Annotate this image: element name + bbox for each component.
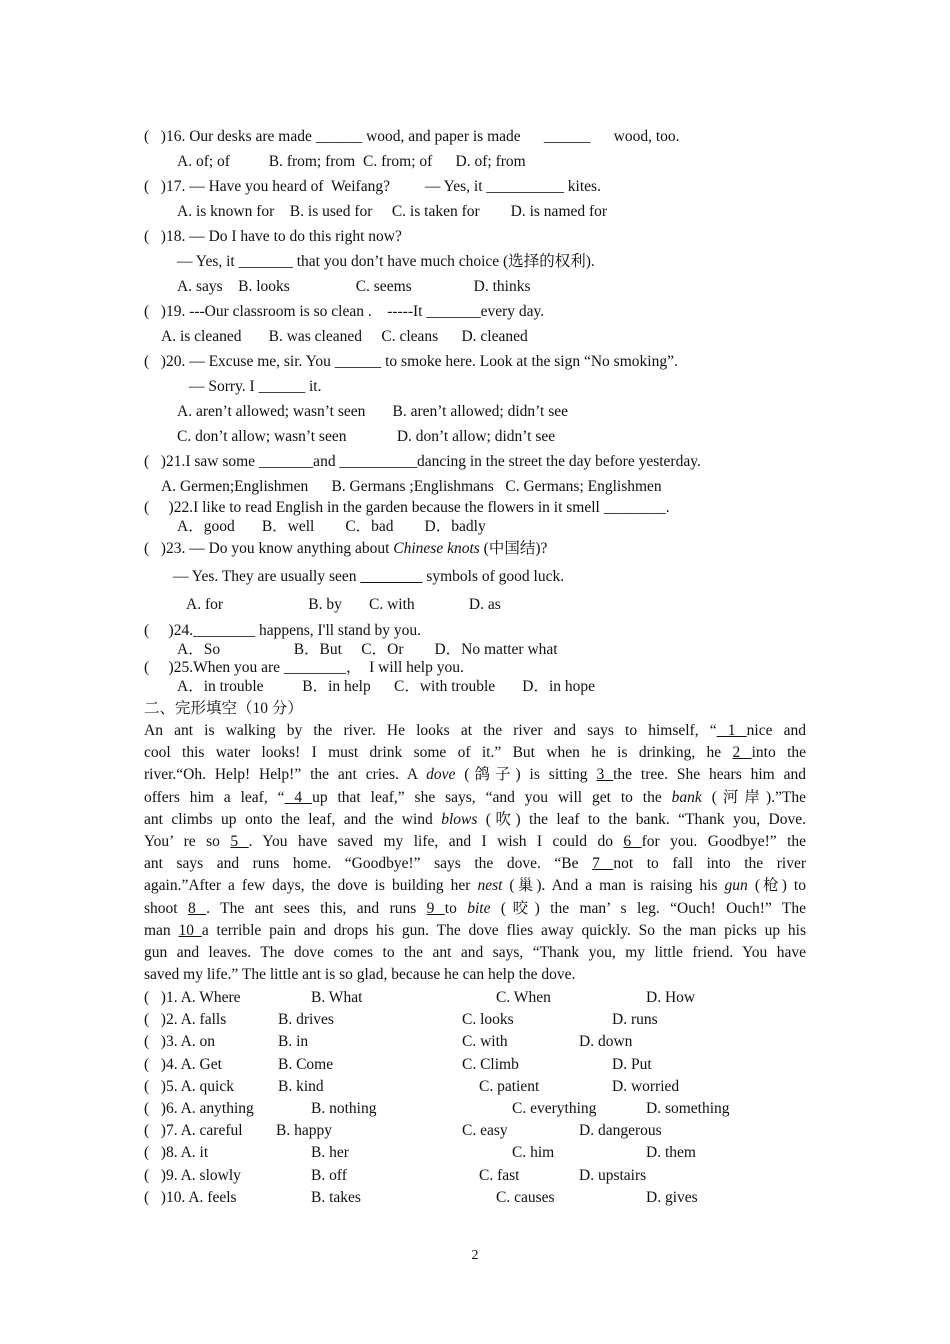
cloze-blank: 9: [426, 899, 445, 917]
italic-word: gun: [724, 877, 748, 895]
cloze-blank: 6: [623, 833, 642, 850]
option-c: C. fast: [479, 1166, 520, 1184]
passage-text: . You have saved my life, and I wish I could do: [248, 833, 624, 850]
answer-blank: ________: [360, 568, 423, 585]
question-text: A. of; of B. from; from C. from; of D. of; from: [177, 153, 526, 170]
q25-stem: [144, 658, 464, 678]
cloze-option-c: [462, 1055, 519, 1075]
option-b: B. Come: [278, 1055, 334, 1073]
section-title: 二、完形填空（10 分）: [144, 700, 303, 717]
q17-stem: [144, 177, 601, 197]
passage-text: into the: [751, 744, 807, 762]
q23-line-2: [186, 595, 501, 615]
option-a: ( )1. A. Where: [144, 989, 241, 1006]
option-a: ( )6. A. anything: [144, 1100, 254, 1117]
option-d: D. runs: [612, 1011, 658, 1029]
passage-text: cool this water looks! I must drink some of it.” But when he is drinking, he: [144, 744, 733, 762]
cloze-option-d: [646, 988, 695, 1008]
q23-line-1: [173, 567, 564, 587]
passage-text: river.“Oh. Help! Help!” the ant cries. A: [144, 766, 427, 784]
cloze-option-row: [144, 988, 241, 1008]
cloze-option-d: [579, 1032, 632, 1052]
option-b: B. her: [311, 1144, 349, 1162]
passage-text: again.”After a few days, the dove is building her: [144, 877, 478, 895]
cloze-option-d: [646, 1188, 698, 1208]
passage-line: [144, 831, 806, 853]
option-c: C. causes: [496, 1188, 555, 1206]
question-text: A. for B. by C. with D. as: [186, 596, 501, 613]
q24-line-1: [177, 640, 558, 660]
option-b: B. kind: [278, 1077, 324, 1095]
passage-line: [144, 898, 806, 920]
italic-word: bank: [671, 788, 702, 806]
passage-line: [144, 787, 806, 809]
cloze-option-c: [512, 1143, 554, 1163]
q18-stem: [144, 227, 402, 247]
cloze-blank: 2: [732, 744, 752, 762]
option-b: B. takes: [311, 1188, 361, 1206]
cloze-blank: 10: [178, 921, 202, 939]
option-c: C. everything: [512, 1100, 597, 1117]
italic-term: Chinese knots: [393, 540, 480, 557]
italic-word: dove: [426, 766, 456, 784]
option-b: B. nothing: [311, 1100, 377, 1117]
passage-line: [144, 964, 806, 986]
question-text: ( )25.When you are ________， I will help you.: [144, 659, 464, 676]
option-c: C. easy: [462, 1122, 508, 1140]
option-a: ( )10. A. feels: [144, 1188, 237, 1206]
option-b: B. drives: [278, 1011, 334, 1029]
question-text: A．good B．well C．bad D．badly: [177, 518, 486, 535]
cloze-option-c: [496, 988, 551, 1008]
cloze-option-c: [479, 1166, 519, 1186]
cloze-option-c: [462, 1010, 514, 1030]
cloze-option-row: [144, 1143, 208, 1163]
question-text: — Yes. They are usually seen: [173, 568, 361, 585]
option-c: C. with: [462, 1033, 508, 1051]
passage-text: man: [144, 921, 179, 939]
passage-line: [144, 809, 806, 831]
q16-stem: [144, 127, 680, 147]
passage-text: (咬) the man’ s leg. “Ouch! Ouch!” The: [490, 899, 806, 917]
option-b: B. off: [311, 1166, 347, 1184]
question-text: ( )21.I saw some _______and __________dancing in the street the day before yesterday.: [144, 453, 701, 470]
option-a: ( )2. A. falls: [144, 1011, 227, 1029]
italic-word: blows: [441, 810, 478, 828]
option-d: D. How: [646, 989, 696, 1006]
page-number: 2: [471, 1248, 479, 1263]
question-text: symbols of good luck.: [422, 568, 565, 585]
q21-line-1: [161, 477, 662, 497]
option-d: D. worried: [612, 1077, 680, 1095]
option-a: ( )3. A. on: [144, 1033, 216, 1051]
question-text: (中国结)?: [479, 540, 548, 557]
q20-line-2: [177, 402, 568, 422]
cloze-option-row: [144, 1121, 243, 1141]
option-b: B. happy: [276, 1122, 332, 1140]
question-text: — Yes, it _______ that you don’t have much choice (选择的权利).: [177, 253, 595, 270]
passage-line: [144, 853, 806, 875]
cloze-option-row: [144, 1099, 254, 1119]
cloze-option-b: [278, 1055, 333, 1075]
cloze-option-row: [144, 1077, 234, 1097]
cloze-option-b: [311, 1143, 349, 1163]
question-text: ( )17. — Have you heard of Weifang? — Yes, it __________ kites.: [144, 178, 601, 195]
question-text: C. don’t allow; wasn’t seen D. don’t allow; didn’t see: [177, 428, 556, 445]
passage-text: offers him a leaf, “: [144, 788, 285, 806]
question-text: ( )20. — Excuse me, sir. You ______ to smoke here. Look at the sign “No smoking”.: [144, 353, 678, 370]
question-text: ( )16. Our desks are made ______ wood, and paper is made ______ wood, too.: [144, 128, 680, 145]
passage-text: An ant is walking by the river. He looks at the river and says to himself, “: [144, 722, 717, 739]
q18-line-2: [177, 277, 531, 297]
option-c: C. him: [512, 1144, 555, 1162]
q22-stem: [144, 498, 670, 518]
italic-word: bite: [467, 899, 491, 917]
question-text: A．So B．But C．Or D．No matter what: [177, 641, 558, 658]
cloze-blank: 7: [592, 855, 614, 873]
cloze-option-b: [311, 988, 362, 1008]
passage-text: saved my life.” The little ant is so glad, because he can help the dove.: [144, 966, 576, 984]
option-d: D. gives: [646, 1188, 698, 1206]
cloze-option-d: [612, 1010, 658, 1030]
cloze-option-c: [512, 1099, 596, 1119]
question-text: ( )22.I like to read English in the garden because the flowers in it smell ________.: [144, 499, 670, 516]
q25-line-1: [177, 677, 595, 697]
question-text: A. Germen;Englishmen B. Germans ;Englishmans C. Germans; Englishmen: [161, 478, 662, 495]
question-text: A．in trouble B．in help C．with trouble D．in hope: [177, 678, 596, 695]
passage-text: for you. Goodbye!” the: [641, 833, 807, 850]
cloze-option-b: [276, 1121, 332, 1141]
option-c: C. patient: [479, 1077, 540, 1095]
section-heading-cloze: [144, 699, 303, 719]
option-a: ( )4. A. Get: [144, 1055, 222, 1073]
passage-line: [144, 920, 806, 942]
passage-text: (河岸).”The: [701, 788, 806, 806]
passage-text: up that leaf,” she says, “and you will get to the: [312, 788, 672, 806]
question-text: A. aren’t allowed; wasn’t seen B. aren’t allowed; didn’t see: [177, 403, 568, 420]
option-d: D. them: [646, 1144, 696, 1162]
passage-text: (巢). And a man is raising his: [502, 877, 725, 895]
cloze-option-b: [311, 1166, 347, 1186]
passage-line: [144, 742, 806, 764]
passage-text: You’ re so: [144, 833, 231, 850]
q20-line-1: [189, 377, 321, 397]
cloze-option-row: [144, 1032, 215, 1052]
passage-text: (枪) to: [747, 877, 806, 895]
q23-stem: [144, 539, 547, 559]
passage-text: to: [444, 899, 468, 917]
question-text: A. is cleaned B. was cleaned C. cleans D. cleaned: [161, 328, 528, 345]
cloze-option-d: [612, 1055, 652, 1075]
option-d: D. dangerous: [579, 1122, 662, 1140]
q17-line-1: [177, 202, 607, 222]
option-c: C. Climb: [462, 1055, 519, 1073]
cloze-option-d: [646, 1099, 730, 1119]
question-text: A. is known for B. is used for C. is taken for D. is named for: [177, 203, 608, 220]
q20-stem: [144, 352, 678, 372]
passage-text: not to fall into the river: [613, 855, 807, 873]
passage-text: ant says and runs home. “Goodbye!” says the dove. “Be: [144, 855, 593, 873]
question-text: ( )18. — Do I have to do this right now?: [144, 228, 402, 245]
option-b: B. in: [278, 1033, 309, 1051]
q18-line-1: [177, 252, 595, 272]
cloze-option-c: [462, 1121, 508, 1141]
passage-text: the tree. She hears him and: [613, 766, 807, 784]
option-a: ( )7. A. careful: [144, 1122, 243, 1140]
cloze-option-d: [579, 1121, 662, 1141]
option-b: B. What: [311, 989, 363, 1006]
option-a: ( )8. A. it: [144, 1144, 209, 1162]
cloze-option-b: [278, 1010, 334, 1030]
passage-line: [144, 942, 806, 964]
q21-stem: [144, 452, 701, 472]
cloze-option-b: [278, 1077, 324, 1097]
option-d: D. upstairs: [579, 1166, 647, 1184]
option-c: C. looks: [462, 1011, 514, 1029]
option-d: D. Put: [612, 1055, 652, 1073]
q20-line-3: [177, 427, 555, 447]
q19-stem: [144, 302, 544, 322]
passage-line: [144, 764, 806, 786]
cloze-blank: 1: [716, 722, 747, 739]
option-a: ( )9. A. slowly: [144, 1166, 241, 1184]
passage-line: [144, 875, 806, 897]
question-text: ( )19. ---Our classroom is so clean . -----It _______every day.: [144, 303, 545, 320]
cloze-option-b: [278, 1032, 308, 1052]
option-a: ( )5. A. quick: [144, 1077, 234, 1095]
passage-text: a terrible pain and drops his gun. The dove flies away quickly. So the man picks up his: [201, 921, 807, 939]
cloze-option-row: [144, 1010, 226, 1030]
passage-text: . The ant sees this, and runs: [206, 899, 427, 917]
option-d: D. something: [646, 1100, 730, 1117]
passage-text: ant climbs up onto the leaf, and the wind: [144, 810, 442, 828]
passage-text: gun and leaves. The dove comes to the ant and says, “Thank you, my little friend. You have: [144, 944, 806, 961]
cloze-option-c: [462, 1032, 508, 1052]
option-c: C. When: [496, 989, 551, 1006]
question-text: ( )24.________ happens, I'll stand by you.: [144, 622, 422, 639]
question-text: — Sorry. I ______ it.: [189, 378, 322, 395]
q22-line-1: [177, 517, 486, 537]
passage-text: (鸽子) is sitting: [455, 766, 597, 784]
cloze-option-c: [479, 1077, 539, 1097]
question-text: A. says B. looks C. seems D. thinks: [177, 278, 531, 295]
q16-line-1: [177, 152, 526, 172]
q24-stem: [144, 621, 421, 641]
cloze-blank: 4: [284, 788, 313, 806]
cloze-blank: 3: [596, 766, 614, 784]
cloze-blank: 8: [187, 899, 207, 917]
cloze-option-b: [311, 1099, 376, 1119]
cloze-blank: 5: [230, 833, 249, 850]
cloze-option-b: [311, 1188, 361, 1208]
option-d: D. down: [579, 1033, 633, 1051]
cloze-option-row: [144, 1188, 237, 1208]
italic-word: nest: [477, 877, 503, 895]
cloze-option-d: [646, 1143, 696, 1163]
passage-text: shoot: [144, 899, 188, 917]
cloze-option-d: [612, 1077, 679, 1097]
cloze-option-d: [579, 1166, 646, 1186]
q19-line-1: [161, 327, 528, 347]
cloze-option-c: [496, 1188, 555, 1208]
question-text: ( )23. — Do you know anything about: [144, 540, 394, 557]
passage-text: (吹) the leaf to the bank. “Thank you, Dove.: [477, 810, 806, 828]
cloze-option-row: [144, 1055, 222, 1075]
cloze-option-row: [144, 1166, 241, 1186]
passage-line: [144, 720, 806, 742]
passage-text: nice and: [746, 722, 806, 739]
